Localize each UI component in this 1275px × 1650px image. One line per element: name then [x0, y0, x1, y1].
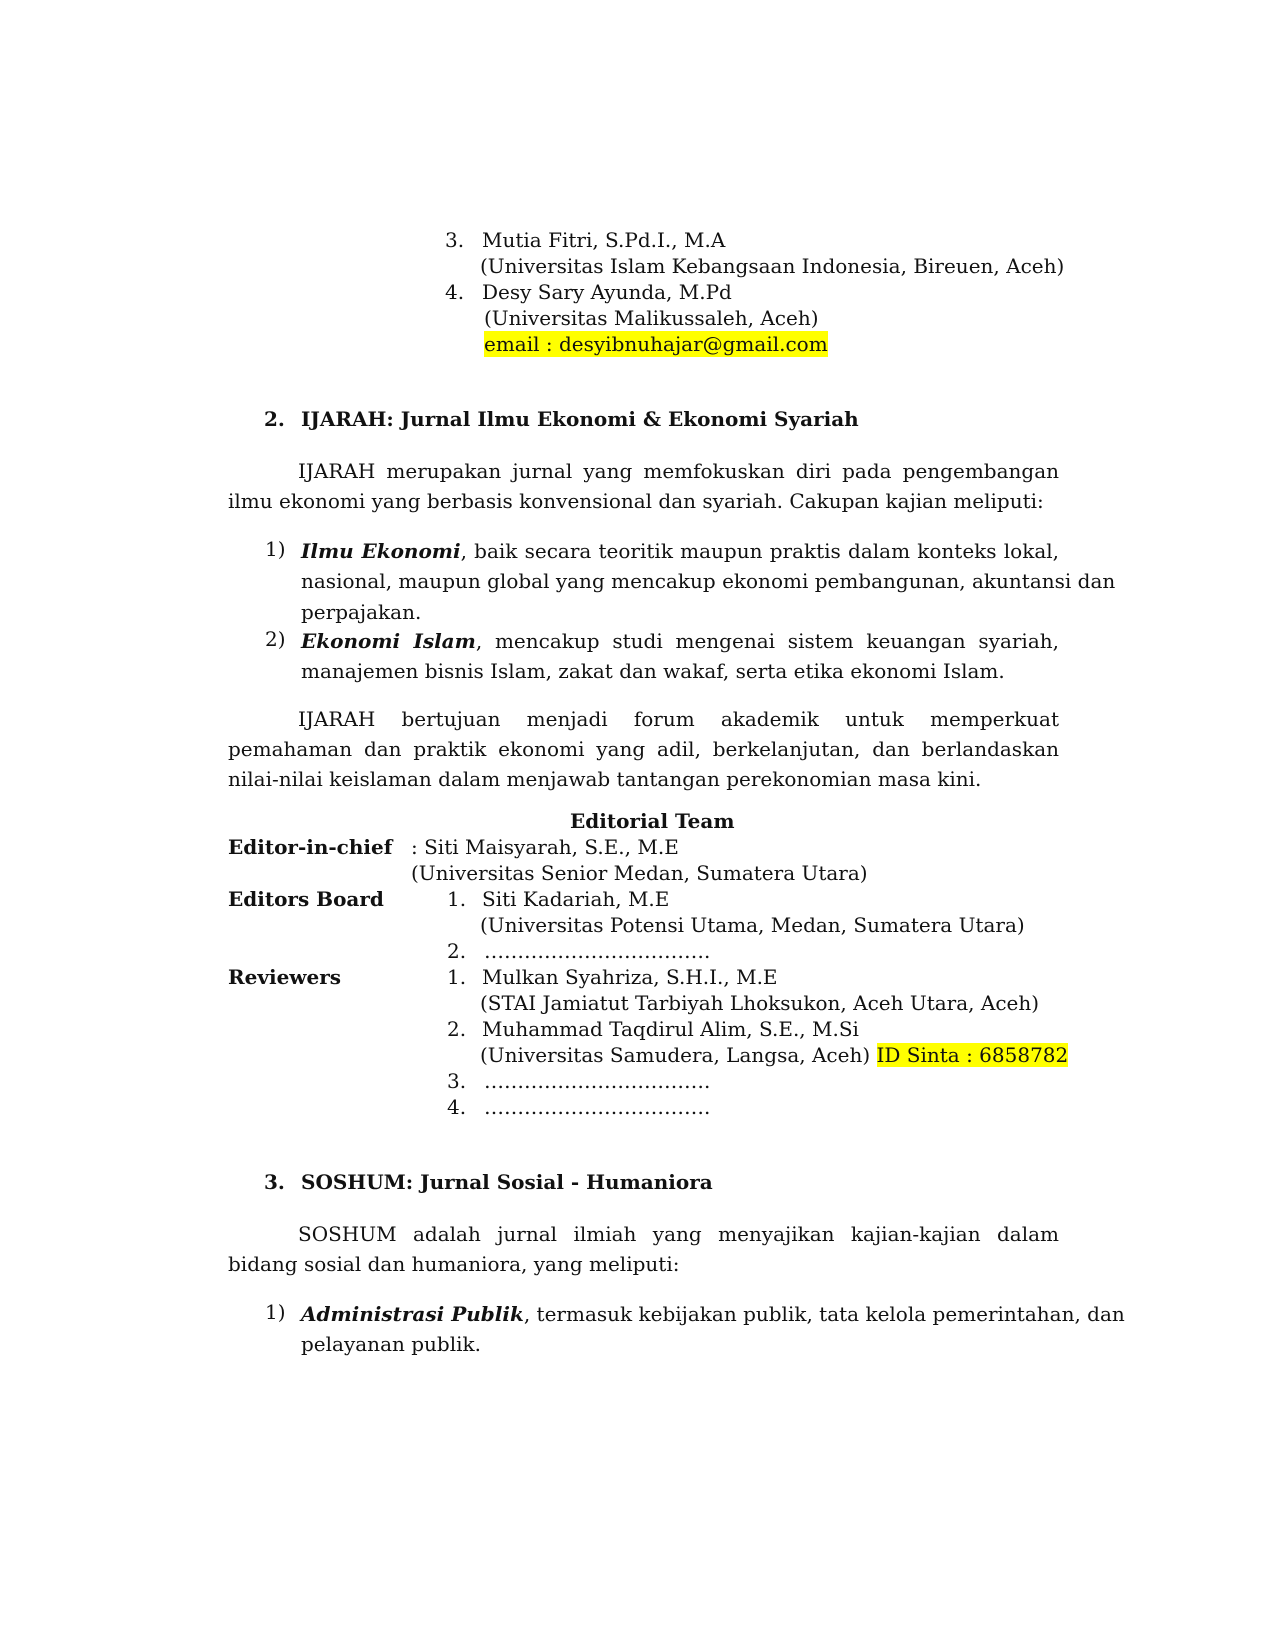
member-affiliation: (Universitas Samudera, Langsa, Aceh) [480, 1043, 871, 1067]
list-number: 3. [445, 228, 465, 252]
eic-affiliation: (Universitas Senior Medan, Sumatera Utara) [411, 861, 868, 885]
list-number: 4. [447, 1095, 467, 1119]
member-name: Mulkan Syahriza, S.H.I., M.E [482, 965, 778, 989]
eic-label: Editor-in-chief [228, 835, 393, 859]
scope-text: , baik secara teoritik maupun praktis dalam konteks lokal, [460, 539, 1059, 563]
paragraph-text: IJARAH bertujuan menjadi forum akademik untuk memperkuat pemahaman dan praktik ekonomi yang adil, berkelanjutan, dan berlandaskan nilai-nilai keislaman dalam menjawab tantangan perekonomian masa kini. [228, 707, 1059, 791]
member-email: email : desyibnuhajar@gmail.com [484, 332, 828, 356]
scope-term: Ekonomi Islam [301, 629, 476, 653]
member-name: Desy Sary Ayunda, M.Pd [482, 280, 732, 304]
member-affiliation: (Universitas Potensi Utama, Medan, Sumatera Utara) [480, 913, 1025, 937]
list-number: 3. [447, 1069, 467, 1093]
scope-item-line: nasional, maupun global yang mencakup ekonomi pembangunan, akuntansi dan [301, 569, 1116, 593]
scope-item-line: perpajakan. [301, 600, 422, 624]
scope-item-line [301, 1299, 1125, 1329]
list-number: 1) [265, 1300, 286, 1324]
section-number: 3. [264, 1170, 285, 1194]
list-number: 2) [265, 627, 286, 651]
member-placeholder: ……………………………. [484, 939, 711, 963]
eic-name: : Siti Maisyarah, S.E., M.E [411, 835, 679, 859]
member-affiliation: (STAI Jamiatut Tarbiyah Lhoksukon, Aceh Utara, Aceh) [480, 991, 1040, 1015]
list-number: 1) [265, 537, 286, 561]
list-number: 1. [447, 965, 467, 989]
reviewers-label: Reviewers [228, 965, 342, 989]
scope-item-line: manajemen bisnis Islam, zakat dan wakaf, serta etika ekonomi Islam. [301, 659, 1005, 683]
scope-term: Administrasi Publik [301, 1302, 524, 1326]
scope-item-line [301, 536, 1059, 566]
scope-item-line [301, 626, 1059, 656]
board-label: Editors Board [228, 887, 384, 911]
paragraph-intro [228, 1219, 1059, 1279]
member-placeholder: ……………………………. [484, 1095, 711, 1119]
list-number: 1. [447, 887, 467, 911]
scope-term: Ilmu Ekonomi [301, 539, 461, 563]
paragraph-goal [228, 704, 1059, 794]
section-number: 2. [264, 407, 285, 431]
paragraph-text: SOSHUM adalah jurnal ilmiah yang menyajikan kajian-kajian dalam bidang sosial dan humaniora, yang meliputi: [228, 1222, 1059, 1276]
scope-item-line: pelayanan publik. [301, 1332, 481, 1356]
list-number: 2. [447, 1017, 467, 1041]
member-name: Siti Kadariah, M.E [482, 887, 670, 911]
list-number: 4. [445, 280, 465, 304]
list-number: 2. [447, 939, 467, 963]
section-title: IJARAH: Jurnal Ilmu Ekonomi & Ekonomi Syariah [301, 407, 859, 431]
editorial-heading: Editorial Team [570, 809, 735, 833]
member-name: Muhammad Taqdirul Alim, S.E., M.Si [482, 1017, 859, 1041]
member-affiliation: (Universitas Islam Kebangsaan Indonesia, Bireuen, Aceh) [480, 254, 1065, 278]
scope-text: , termasuk kebijakan publik, tata kelola pemerintahan, dan [523, 1302, 1125, 1326]
member-name: Mutia Fitri, S.Pd.I., M.A [482, 228, 726, 252]
member-affiliation: (Universitas Malikussaleh, Aceh) [484, 306, 819, 330]
member-placeholder: ……………………………. [484, 1069, 711, 1093]
paragraph-intro [228, 456, 1059, 516]
paragraph-text: IJARAH merupakan jurnal yang memfokuskan diri pada pengembangan ilmu ekonomi yang berbasis konvensional dan syariah. Cakupan kajian meliputi: [228, 459, 1059, 513]
section-title: SOSHUM: Jurnal Sosial - Humaniora [301, 1170, 713, 1194]
scope-text: , mencakup studi mengenai sistem keuangan syariah, [475, 629, 1059, 653]
sinta-id: ID Sinta : 6858782 [876, 1043, 1069, 1067]
member-affiliation-line [480, 1042, 1068, 1068]
